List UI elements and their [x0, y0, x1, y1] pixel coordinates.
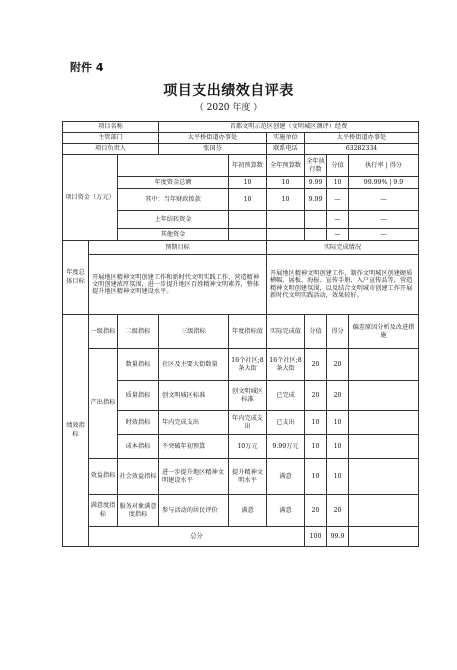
indicator-target: 创文明城区标准 [229, 381, 267, 411]
total-note [349, 527, 419, 547]
indicator-actual: 满意 [267, 459, 305, 495]
project-name-row [63, 122, 419, 133]
funds-score: 9.9 [393, 178, 404, 186]
funds-header-cell: 执行率 | 得分 [349, 155, 419, 177]
funds-row-label: 年度资金总额 [118, 177, 229, 189]
goals-section-label: 年度总体目标 [63, 241, 89, 315]
indicator-score: 10 [327, 459, 349, 495]
indicator-target: 10万元 [229, 435, 267, 459]
funds-cell [267, 229, 305, 241]
funds-row-label: 上年结转资金 [118, 211, 229, 229]
indicator-header-cell: 得分 [327, 315, 349, 349]
indicator-level1: 产出指标 [89, 349, 118, 459]
indicator-header-cell: 年度指标值 [229, 315, 267, 349]
indicator-score: 20 [327, 495, 349, 527]
indicator-score-value: 10 [305, 459, 327, 495]
indicator-level3: 参与活动的居民评价 [159, 495, 229, 527]
indicator-note [349, 495, 419, 527]
indicator-score: 20 [327, 349, 349, 381]
indicator-level2: 数量指标 [118, 349, 159, 381]
goals-expected-text: 开展地区精神文明创建工作和新时代文明实践工作，营造精神文明创建浓厚氛围，进一步提升地区百姓精神文明素养，整体提升地区精神文明建设水平。 [89, 255, 267, 315]
indicator-actual: 已支出 [267, 411, 305, 435]
funds-cell [229, 211, 267, 229]
leader-row [63, 144, 419, 155]
indicator-level2: 成本指标 [118, 435, 159, 459]
funds-cell: 10 [267, 189, 305, 211]
indicator-header-cell: 实际完成值 [267, 315, 305, 349]
attachment-label: 附件 4 [70, 61, 104, 74]
department-value: 太平桥街道办事处 [159, 133, 267, 144]
indicator-score-value: 20 [305, 381, 327, 411]
leader-value: 张国芬 [159, 144, 267, 155]
project-name-label: 项目名称 [63, 122, 159, 133]
indicator-row [63, 495, 419, 527]
funds-cell: — [349, 229, 419, 241]
funds-header-rate: 执行率 [365, 161, 384, 169]
evaluation-table [62, 121, 419, 547]
funds-header-cell: 全年执行数 [305, 155, 327, 177]
goals-actual-header: 实际完成情况 [267, 241, 419, 255]
indicator-score-value: 20 [305, 349, 327, 381]
indicator-note [349, 459, 419, 495]
indicator-level2: 质量指标 [118, 381, 159, 411]
funds-header-score: 得分 [389, 161, 402, 169]
funds-row-label: 其中：当年财政拨款 [118, 189, 229, 211]
funds-cell [229, 229, 267, 241]
indicator-level3: 年内完成支出 [159, 411, 229, 435]
indicator-header-cell: 分值 [305, 315, 327, 349]
indicator-score: 10 [327, 435, 349, 459]
funds-cell [305, 211, 327, 229]
funds-cell [267, 211, 305, 229]
indicator-level3: 社区及主要大街数量 [159, 349, 229, 381]
funds-cell: — [349, 189, 419, 211]
indicators-section-label: 绩效指标 [63, 315, 89, 547]
indicator-note [349, 349, 419, 381]
indicator-score-value: 10 [305, 411, 327, 435]
department-row [63, 133, 419, 144]
indicator-level2: 服务对象满意度指标 [118, 495, 159, 527]
indicator-target: 提升精神文明水平 [229, 459, 267, 495]
funds-cell [305, 229, 327, 241]
indicator-actual: 已完成 [267, 381, 305, 411]
funds-cell: 10 [267, 177, 305, 189]
indicator-actual: 9.99万元 [267, 435, 305, 459]
indicator-note [349, 381, 419, 411]
document-year: （ 2020 年度 ） [194, 103, 263, 113]
funds-cell: — [327, 229, 349, 241]
total-score: 99.9 [327, 527, 349, 547]
funds-cell: — [327, 189, 349, 211]
indicator-level3: 不突破年初预算 [159, 435, 229, 459]
indicator-target: 满意 [229, 495, 267, 527]
funds-rate: 99.99% [363, 178, 388, 186]
funds-cell: 10 [229, 177, 267, 189]
funds-row-label: 其他资金 [118, 229, 229, 241]
document-title: 项目支出绩效自评表 [163, 83, 294, 99]
goals-header-row [63, 241, 419, 255]
total-label: 总分 [89, 527, 305, 547]
implementer-label: 实施单位 [267, 133, 305, 144]
indicator-target: 年内完成支出 [229, 411, 267, 435]
total-row [63, 527, 419, 547]
total-value: 100 [305, 527, 327, 547]
indicator-score: 20 [327, 381, 349, 411]
indicator-header-cell: 一级指标 [89, 315, 118, 349]
indicator-actual: 16个社区;8条大街 [267, 349, 305, 381]
goals-actual-text: 开展地区精神文明创建工作，制作文明城区创建硬质横幅、展板、海报、宣传手册、入户宣传品等，营造精神文明创建氛围，以及结合文明城市创建工作开展新时代文明实践活动，效果较好。 [267, 255, 419, 315]
project-name-value: 首都文明示范区创建（文明城区测评）经费 [159, 122, 419, 133]
indicator-actual: 满意 [267, 495, 305, 527]
funds-header-blank [118, 155, 229, 177]
leader-label: 项目负责人 [63, 144, 159, 155]
funds-cell: 9.99 [305, 189, 327, 211]
phone-label: 联系电话 [267, 144, 305, 155]
indicator-header-cell: 偏差原因分析及改进措施 [349, 315, 419, 349]
indicator-note [349, 411, 419, 435]
funds-cell: 9.99 [305, 177, 327, 189]
funds-header-row [63, 155, 419, 177]
funds-cell: — [349, 211, 419, 229]
indicator-level3: 进一步提升地区精神文明建设水平 [159, 459, 229, 495]
funds-cell: 99.99% | 9.9 [349, 177, 419, 189]
indicator-level2: 社会效益指标 [118, 459, 159, 495]
indicator-level3: 创文明城区标准 [159, 381, 229, 411]
goals-content-row [63, 255, 419, 315]
funds-cell: — [327, 211, 349, 229]
goals-expected-header: 预期目标 [89, 241, 267, 255]
indicator-score: 10 [327, 411, 349, 435]
indicator-row [63, 459, 419, 495]
phone-value: 63282334 [305, 144, 419, 155]
indicator-target: 16个社区;8条大街 [229, 349, 267, 381]
indicator-row [63, 349, 419, 381]
funds-header-cell: 全年预算数 [267, 155, 305, 177]
funds-header-cell: 年初预算数 [229, 155, 267, 177]
indicator-header-cell: 三级指标 [159, 315, 229, 349]
funds-cell: 10 [327, 177, 349, 189]
indicator-note [349, 435, 419, 459]
indicator-header-row [63, 315, 419, 349]
indicator-header-cell: 二级指标 [118, 315, 159, 349]
indicator-level2: 时效指标 [118, 411, 159, 435]
indicator-level1: 满意度指标 [89, 495, 118, 527]
indicator-level1: 效益指标 [89, 459, 118, 495]
indicator-score-value: 20 [305, 495, 327, 527]
funds-header-cell: 分值 [327, 155, 349, 177]
funds-cell: 10 [229, 189, 267, 211]
department-label: 主管部门 [63, 133, 159, 144]
funds-section-label: 项目资金（万元） [63, 155, 118, 241]
indicator-score-value: 10 [305, 435, 327, 459]
implementer-value: 太平桥街道办事处 [305, 133, 419, 144]
